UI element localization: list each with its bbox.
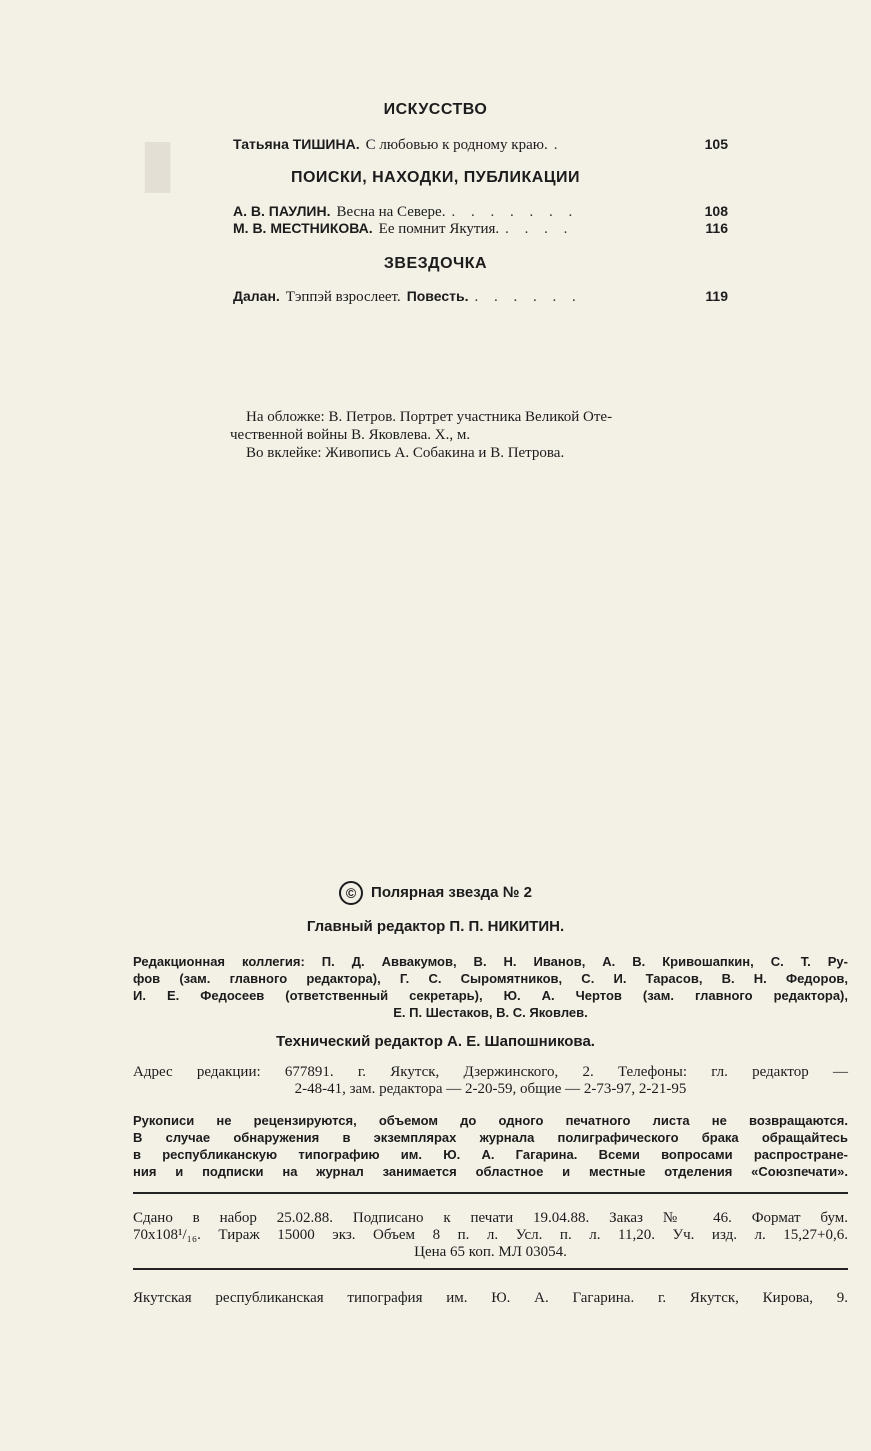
- address-line: 2-48-41, зам. редактора — 2-20-59, общие — 2-73-97, 2-21-95: [294, 1081, 687, 1097]
- copyright-line: [0, 881, 871, 905]
- chief-editor: Главный редактор П. П. НИКИТИН.: [306, 918, 565, 935]
- copyright-icon: ©: [339, 881, 363, 905]
- board-line: Е. П. Шестаков, В. С. Яковлев.: [393, 1005, 588, 1020]
- print-info: [133, 1210, 848, 1261]
- toc-page-number: 116: [705, 220, 728, 236]
- toc-page-number: 108: [704, 203, 728, 219]
- toc-title: Весна на Севере.: [336, 204, 446, 220]
- toc-page-number: 105: [704, 136, 728, 152]
- section-heading-star: ЗВЕЗДОЧКА: [383, 255, 488, 272]
- cover-note-line: Во вклейке: Живопись А. Собакина и В. Петрова.: [246, 445, 565, 461]
- toc-author: А. В. ПАУЛИН.: [233, 203, 331, 219]
- toc-leader-dots: . . . . . . .: [451, 204, 579, 220]
- manuscript-notice: [133, 1112, 848, 1180]
- toc-page-number: 119: [705, 288, 728, 304]
- address-line: Адрес редакции: 677891. г. Якутск, Дзержинского, 2. Телефоны: гл. редактор —: [133, 1064, 848, 1080]
- toc-author: М. В. МЕСТНИКОВА.: [233, 220, 373, 236]
- board-line: фов (зам. главного редактора), Г. С. Сыромятников, С. И. Тарасов, В. Н. Федоров,: [133, 971, 848, 986]
- toc-leader-dots: .: [553, 137, 564, 153]
- toc-title: Тэппэй взрослеет.: [285, 289, 401, 305]
- toc-title: С любовью к родному краю.: [365, 137, 548, 153]
- toc-genre: Повесть.: [406, 288, 469, 304]
- toc-title: Ее помнит Якутия.: [378, 221, 500, 237]
- show-through-mark: ▮: [140, 126, 176, 198]
- toc-entry: [233, 136, 728, 156]
- divider: [133, 1192, 848, 1194]
- board-line: Редакционная коллегия: П. Д. Аввакумов, В. Н. Иванов, А. В. Кривошапкин, С. Т. Ру-: [133, 954, 848, 969]
- print-info-line: 70х108¹/₁₆. Тираж 15000 экз. Объем 8 п. л. Усл. п. л. 11,20. Уч. изд. л. 15,27+0,6.: [133, 1227, 848, 1243]
- toc-entry: [233, 220, 728, 240]
- cover-note: [230, 408, 750, 462]
- divider: [133, 1268, 848, 1270]
- technical-editor: Технический редактор А. Е. Шапошникова.: [276, 1033, 595, 1050]
- notice-line: Рукописи не рецензируются, объемом до одного печатного листа не возвращаются.: [133, 1113, 848, 1128]
- board-line: И. Е. Федосеев (ответственный секретарь), Ю. А. Чертов (зам. главного редактора),: [133, 988, 848, 1003]
- print-info-line: Цена 65 коп. МЛ 03054.: [414, 1244, 567, 1260]
- section-heading-art: ИСКУССТВО: [383, 101, 488, 118]
- section-heading-finds: ПОИСКИ, НАХОДКИ, ПУБЛИКАЦИИ: [290, 169, 581, 186]
- editorial-board: [133, 953, 848, 1021]
- cover-note-line: чественной войны В. Яковлева. Х., м.: [230, 427, 471, 443]
- cover-note-line: На обложке: В. Петров. Портрет участника Великой Оте-: [246, 409, 613, 425]
- notice-line: ния и подписки на журнал занимается областное и местные отделения «Союзпечати».: [133, 1164, 848, 1179]
- editorial-address: [133, 1064, 848, 1098]
- toc-author: Далан.: [233, 288, 280, 304]
- printer-text: Якутская республиканская типография им. Ю. А. Гагарина. г. Якутск, Кирова, 9.: [133, 1290, 848, 1306]
- notice-line: в республиканскую типографию им. Ю. А. Гагарина. Всеми вопросами распростране-: [133, 1147, 848, 1162]
- toc-entry: [233, 288, 728, 308]
- toc-author: Татьяна ТИШИНА.: [233, 136, 360, 152]
- notice-line: В случае обнаружения в экземплярах журнала полиграфического брака обращайтесь: [133, 1130, 848, 1145]
- toc-leader-dots: . . . . . .: [474, 289, 582, 305]
- copyright-text: Полярная звезда № 2: [371, 883, 532, 901]
- print-info-line: Сдано в набор 25.02.88. Подписано к печати 19.04.88. Заказ № 46. Формат бум.: [133, 1210, 848, 1226]
- toc-leader-dots: . . . .: [505, 221, 574, 237]
- printer-line: [133, 1290, 848, 1307]
